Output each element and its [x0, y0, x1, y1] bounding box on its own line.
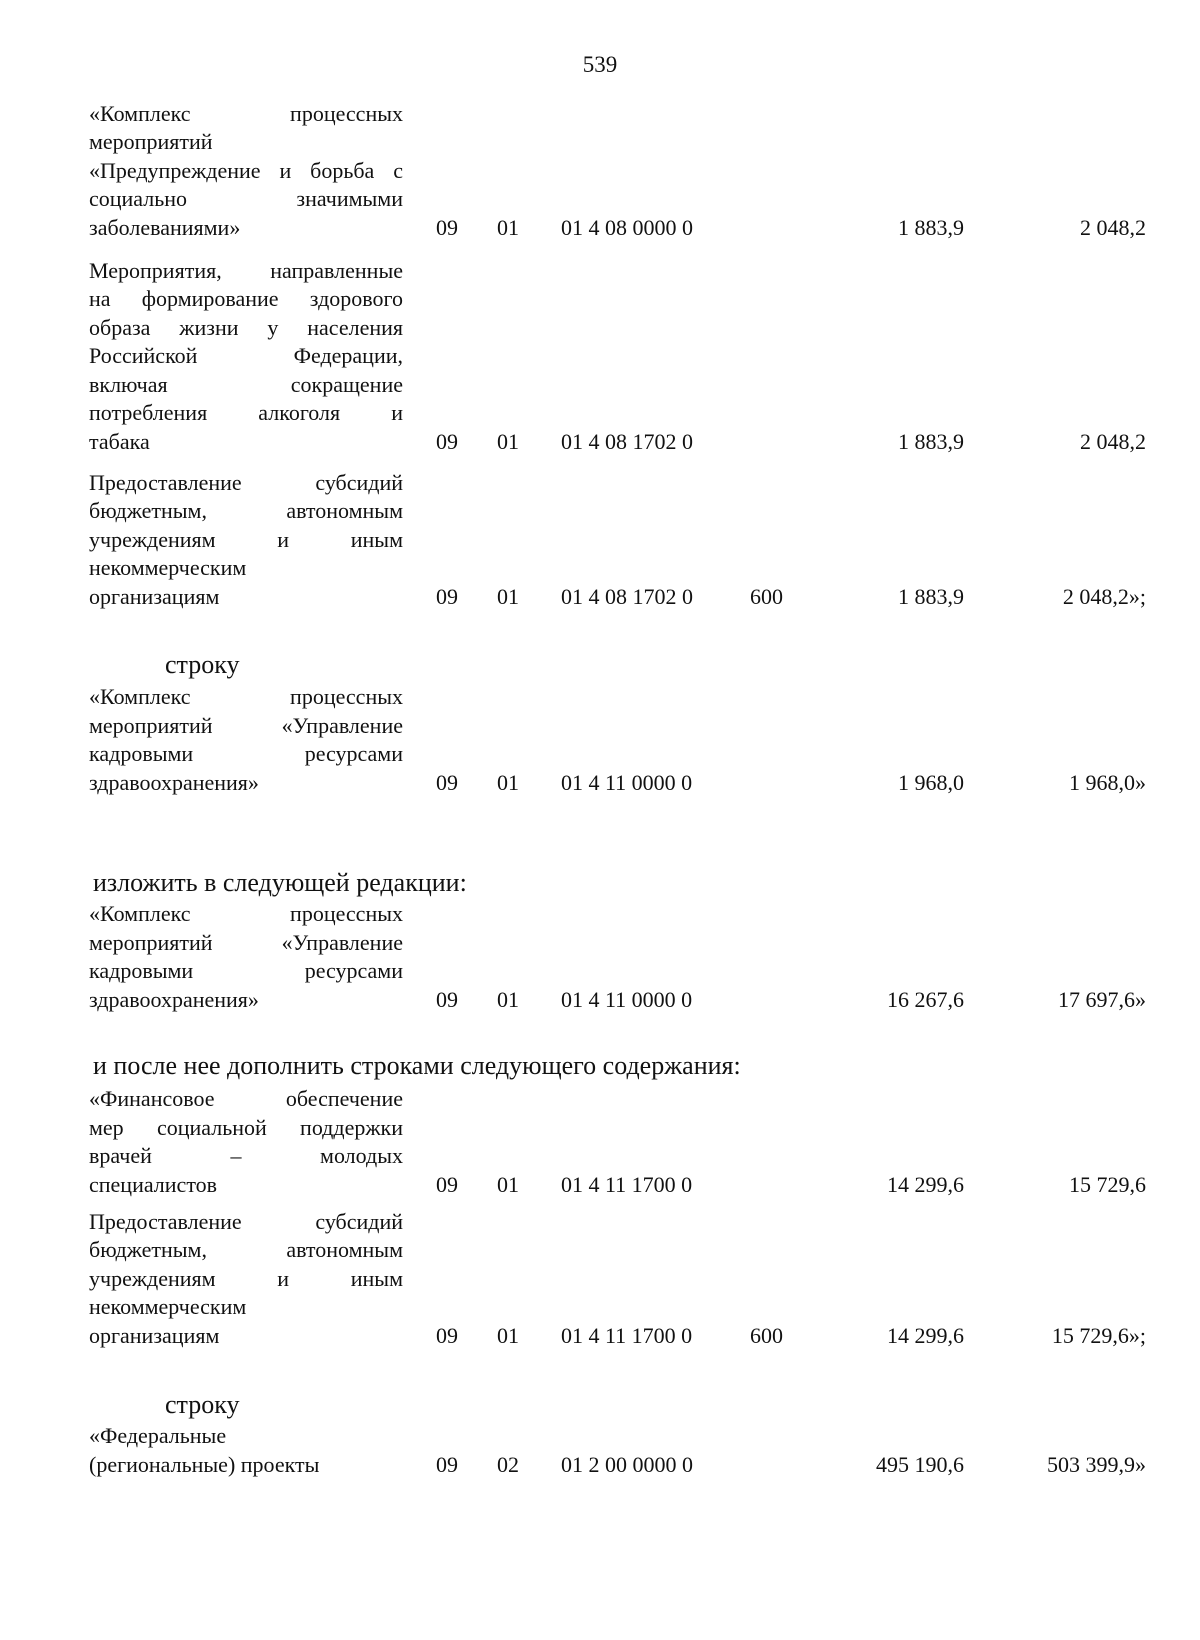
amount-year-1: 1 883,9	[898, 583, 964, 609]
row-name-line: табака	[89, 428, 150, 454]
amount-year-1: 1 968,0	[898, 769, 964, 795]
row-name-line: «Комплекс процессных	[89, 901, 403, 926]
section-code: 09	[436, 1451, 458, 1477]
subsection-code: 01	[497, 214, 519, 240]
row-name-line: кадровыми ресурсами	[89, 741, 403, 766]
row-name-line: заболеваниями»	[89, 214, 241, 240]
row-name-line: потребления алкоголя и	[89, 400, 403, 425]
row-name	[89, 1085, 403, 1199]
row-name-line: бюджетным, автономным	[89, 498, 403, 523]
subsection-code: 01	[497, 1322, 519, 1348]
row-name-line: некоммерческим	[89, 1294, 247, 1319]
row-name-line: «Федеральные	[89, 1423, 227, 1448]
section-code: 09	[436, 1322, 458, 1348]
subsection-code: 01	[497, 583, 519, 609]
target-article-code: 01 2 00 0000 0	[561, 1451, 693, 1477]
instruction-text: строку	[165, 1390, 240, 1419]
section-code: 09	[436, 583, 458, 609]
row-name-line: мер социальной поддержки	[89, 1114, 403, 1140]
row-name-line: некоммерческим	[89, 555, 247, 580]
row-name-line: Мероприятия, направленные	[89, 257, 403, 283]
row-name	[89, 683, 403, 797]
row-name-line: кадровыми ресурсами	[89, 958, 403, 983]
amount-year-2: 15 729,6	[1069, 1171, 1146, 1197]
row-name	[89, 100, 403, 243]
table-row	[0, 100, 1200, 242]
subsection-code: 01	[497, 769, 519, 795]
amount-year-2: 2 048,2	[1080, 214, 1146, 240]
target-article-code: 01 4 08 0000 0	[561, 214, 693, 240]
row-name-line: организациям	[89, 1322, 220, 1348]
instruction-text: строку	[165, 650, 240, 679]
target-article-code: 01 4 11 0000 0	[561, 986, 693, 1012]
table-row	[0, 1422, 1200, 1479]
row-name-line: включая сокращение	[89, 371, 403, 397]
row-name-line: «Предупреждение и борьба с	[89, 157, 403, 183]
section-code: 09	[436, 986, 458, 1012]
table-row	[0, 683, 1200, 797]
section-code: 09	[436, 428, 458, 454]
row-name-line: «Комплекс процессных	[89, 100, 403, 126]
target-article-code: 01 4 08 1702 0	[561, 583, 693, 609]
amount-year-2: 17 697,6»	[1058, 986, 1146, 1012]
row-name-line: здравоохранения»	[89, 986, 259, 1012]
subsection-code: 01	[497, 986, 519, 1012]
row-name-line: здравоохранения»	[89, 769, 259, 795]
expense-type-code: 600	[750, 583, 783, 609]
amount-year-1: 495 190,6	[876, 1451, 964, 1477]
amount-year-1: 14 299,6	[887, 1322, 964, 1348]
row-name-line: Российской Федерации,	[89, 343, 403, 368]
row-name-line: мероприятий «Управление	[89, 929, 403, 955]
table-row	[0, 469, 1200, 611]
row-name-line: (региональные) проекты	[89, 1451, 320, 1477]
row-name-line: мероприятий	[89, 129, 213, 154]
row-name-line: специалистов	[89, 1171, 218, 1197]
subsection-code: 02	[497, 1451, 519, 1477]
row-name-line: учреждениям и иным	[89, 526, 403, 552]
row-name-line: «Финансовое обеспечение	[89, 1086, 403, 1111]
amount-year-2: 2 048,2	[1080, 428, 1146, 454]
row-name-line: врачей – молодых	[89, 1143, 403, 1168]
subsection-code: 01	[497, 428, 519, 454]
amount-year-1: 1 883,9	[898, 214, 964, 240]
table-row	[0, 1085, 1200, 1199]
amount-year-2: 503 399,9»	[1047, 1451, 1146, 1477]
amount-year-2: 1 968,0»	[1069, 769, 1146, 795]
row-name-line: образа жизни у населения	[89, 314, 403, 340]
target-article-code: 01 4 11 1700 0	[561, 1171, 693, 1197]
row-name	[89, 1208, 403, 1351]
amount-year-2: 15 729,6»;	[1051, 1322, 1146, 1348]
instruction-text: изложить в следующей редакции:	[93, 868, 467, 897]
target-article-code: 01 4 08 1702 0	[561, 428, 693, 454]
row-name-line: «Комплекс процессных	[89, 684, 403, 709]
table-row	[0, 257, 1200, 456]
row-name	[89, 1422, 403, 1479]
amount-year-2: 2 048,2»;	[1062, 583, 1146, 609]
instruction-text: и после нее дополнить строками следующего содержания:	[93, 1051, 741, 1080]
row-name	[89, 257, 403, 457]
row-name-line: Предоставление субсидий	[89, 469, 403, 495]
section-code: 09	[436, 1171, 458, 1197]
target-article-code: 01 4 11 1700 0	[561, 1322, 693, 1348]
row-name	[89, 900, 403, 1014]
row-name-line: организациям	[89, 583, 220, 609]
amount-year-1: 1 883,9	[898, 428, 964, 454]
section-code: 09	[436, 214, 458, 240]
target-article-code: 01 4 11 0000 0	[561, 769, 693, 795]
row-name-line: учреждениям и иным	[89, 1265, 403, 1291]
row-name-line: Предоставление субсидий	[89, 1208, 403, 1234]
row-name-line: мероприятий «Управление	[89, 712, 403, 738]
table-row	[0, 1208, 1200, 1350]
row-name-line: бюджетным, автономным	[89, 1237, 403, 1262]
amount-year-1: 14 299,6	[887, 1171, 964, 1197]
amount-year-1: 16 267,6	[887, 986, 964, 1012]
row-name-line: на формирование здорового	[89, 286, 403, 311]
expense-type-code: 600	[750, 1322, 783, 1348]
table-row	[0, 900, 1200, 1014]
row-name	[89, 469, 403, 612]
row-name-line: социально значимыми	[89, 186, 403, 211]
page-number: 539	[582, 52, 618, 77]
section-code: 09	[436, 769, 458, 795]
subsection-code: 01	[497, 1171, 519, 1197]
